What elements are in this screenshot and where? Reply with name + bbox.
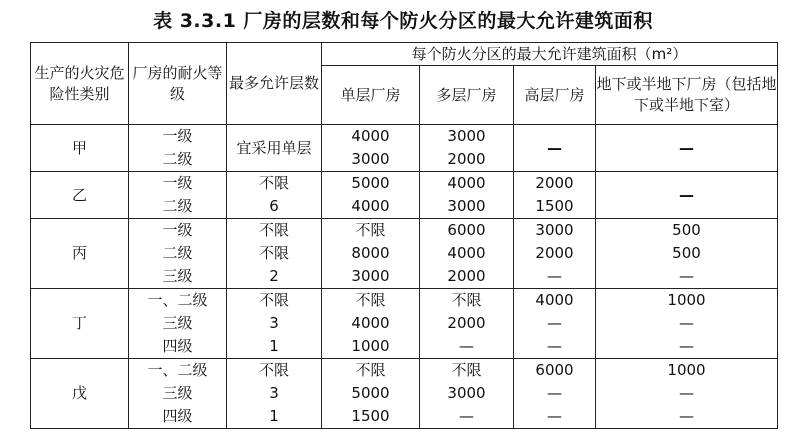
cell-value: 三级 — [162, 314, 193, 332]
cell-value: — — [679, 138, 694, 157]
header-fire-rating: 厂房的耐火等级 — [129, 43, 227, 125]
cell-value: 2000 — [447, 314, 486, 332]
cell-value: 不限 — [355, 221, 386, 239]
cell-value: 不限 — [355, 291, 386, 309]
cell-value: 3 — [269, 384, 279, 402]
cell-single — [322, 359, 420, 429]
cell-value: — — [459, 407, 474, 425]
cell-value: 不限 — [258, 221, 289, 239]
cell-value: 二级 — [162, 150, 193, 168]
cell-multi — [420, 125, 514, 172]
cell-value: 不限 — [258, 291, 289, 309]
cell-value: — — [547, 337, 562, 355]
cell-value: 6000 — [535, 361, 574, 379]
cell-value: 一级 — [162, 221, 193, 239]
cell-value: 1000 — [351, 337, 390, 355]
cell-high — [514, 125, 596, 172]
table-row — [31, 172, 778, 219]
cell-multi — [420, 172, 514, 219]
cell-value: — — [679, 267, 694, 285]
cell-value: 6000 — [447, 221, 486, 239]
header-underground: 地下或半地下厂房（包括地下或半地下室） — [596, 66, 778, 125]
cell-value: 一级 — [162, 127, 193, 145]
cell-value: 一级 — [162, 174, 193, 192]
cell-value: — — [679, 185, 694, 204]
cell-value: 不限 — [451, 291, 482, 309]
cell-category: 丁 — [31, 289, 129, 359]
table-row — [31, 125, 778, 172]
cell-value: 3000 — [447, 384, 486, 402]
header-category: 生产的火灾危险性类别 — [31, 43, 129, 125]
cell-underground — [596, 219, 778, 289]
cell-value: 1500 — [351, 407, 390, 425]
cell-underground — [596, 359, 778, 429]
cell-value: 一、二级 — [147, 291, 208, 309]
header-multi-storey: 多层厂房 — [420, 66, 514, 125]
cell-value: — — [679, 314, 694, 332]
cell-single — [322, 172, 420, 219]
cell-underground — [596, 172, 778, 219]
cell-single — [322, 219, 420, 289]
cell-value: 四级 — [162, 407, 193, 425]
cell-value: 不限 — [258, 361, 289, 379]
cell-high — [514, 359, 596, 429]
cell-category: 乙 — [31, 172, 129, 219]
cell-category: 丙 — [31, 219, 129, 289]
cell-single — [322, 289, 420, 359]
cell-multi — [420, 219, 514, 289]
cell-value: — — [679, 384, 694, 402]
cell-floors — [227, 172, 322, 219]
cell-high — [514, 219, 596, 289]
cell-high — [514, 289, 596, 359]
header-area-group: 每个防火分区的最大允许建筑面积（m²） — [322, 43, 778, 66]
cell-floors — [227, 125, 322, 172]
cell-single — [322, 125, 420, 172]
cell-value: 三级 — [162, 267, 193, 285]
cell-underground — [596, 125, 778, 172]
cell-value: 500 — [672, 244, 701, 262]
cell-value: 6 — [269, 197, 279, 215]
cell-value: 不限 — [258, 244, 289, 262]
cell-value: 宜采用单层 — [236, 138, 312, 157]
cell-value: — — [547, 314, 562, 332]
cell-value: 1000 — [667, 291, 706, 309]
cell-high — [514, 172, 596, 219]
cell-value: 2000 — [447, 150, 486, 168]
cell-value: 3000 — [447, 197, 486, 215]
cell-value: 2000 — [447, 267, 486, 285]
cell-value: — — [679, 407, 694, 425]
cell-value: 5000 — [351, 384, 390, 402]
cell-value: 2000 — [535, 174, 574, 192]
cell-value: 2000 — [535, 244, 574, 262]
cell-category: 甲 — [31, 125, 129, 172]
cell-value: 四级 — [162, 337, 193, 355]
cell-value: — — [547, 267, 562, 285]
fire-compartment-table — [30, 42, 778, 429]
cell-value: 三级 — [162, 384, 193, 402]
cell-multi — [420, 359, 514, 429]
cell-value: — — [547, 384, 562, 402]
cell-ratings — [129, 219, 227, 289]
cell-value: — — [679, 337, 694, 355]
cell-value: 二级 — [162, 197, 193, 215]
cell-value: 一、二级 — [147, 361, 208, 379]
cell-value: 不限 — [451, 361, 482, 379]
cell-value: 1 — [269, 337, 279, 355]
cell-ratings — [129, 359, 227, 429]
cell-value: 不限 — [355, 361, 386, 379]
table-body — [31, 125, 778, 429]
cell-value: 不限 — [258, 174, 289, 192]
cell-value: 4000 — [351, 314, 390, 332]
cell-value: 4000 — [535, 291, 574, 309]
cell-ratings — [129, 125, 227, 172]
cell-value: 2 — [269, 267, 279, 285]
cell-value: 500 — [672, 221, 701, 239]
cell-ratings — [129, 172, 227, 219]
cell-value: 4000 — [447, 244, 486, 262]
table-row — [31, 219, 778, 289]
cell-value: 3000 — [447, 127, 486, 145]
table-row — [31, 289, 778, 359]
cell-value: 5000 — [351, 174, 390, 192]
cell-value: 二级 — [162, 244, 193, 262]
cell-value: 4000 — [351, 197, 390, 215]
cell-multi — [420, 289, 514, 359]
cell-value: — — [459, 337, 474, 355]
header-high-rise: 高层厂房 — [514, 66, 596, 125]
cell-value: 3 — [269, 314, 279, 332]
cell-value: 3000 — [351, 150, 390, 168]
cell-value: 3000 — [535, 221, 574, 239]
cell-value: — — [547, 138, 562, 157]
cell-value: 1 — [269, 407, 279, 425]
cell-value: 1500 — [535, 197, 574, 215]
header-single-storey: 单层厂房 — [322, 66, 420, 125]
cell-value: 1000 — [667, 361, 706, 379]
cell-floors — [227, 219, 322, 289]
cell-underground — [596, 289, 778, 359]
cell-ratings — [129, 289, 227, 359]
cell-value: 4000 — [447, 174, 486, 192]
table-row — [31, 359, 778, 429]
cell-floors — [227, 359, 322, 429]
cell-value: — — [547, 407, 562, 425]
cell-value: 8000 — [351, 244, 390, 262]
cell-value: 4000 — [351, 127, 390, 145]
table-caption: 表 3.3.1 厂房的层数和每个防火分区的最大允许建筑面积 — [153, 10, 653, 32]
cell-value: 3000 — [351, 267, 390, 285]
header-max-floors: 最多允许层数 — [227, 43, 322, 125]
cell-floors — [227, 289, 322, 359]
cell-category: 戊 — [31, 359, 129, 429]
